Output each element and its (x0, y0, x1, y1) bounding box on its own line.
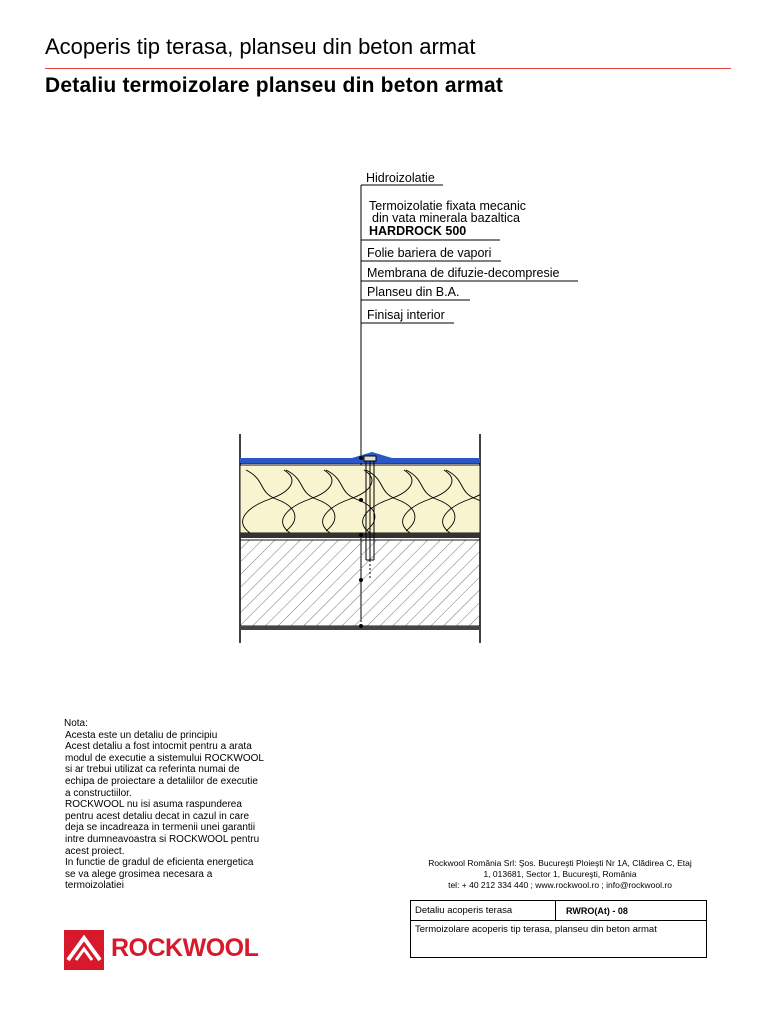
note-line: a constructiilor. (65, 787, 132, 799)
title-block-code: RWRO(At) - 08 (566, 906, 628, 916)
title-block (410, 900, 707, 958)
rockwool-logo-text: ROCKWOOL (111, 934, 259, 962)
note-line: ROCKWOOL nu isi asuma raspunderea (65, 799, 242, 811)
label-product-name: HARDROCK 500 (369, 224, 467, 238)
label-planseu: Planseu din B.A. (367, 285, 460, 299)
label-vata-minerala: din vata minerala bazaltica (372, 211, 520, 225)
note-line: Acesta este un detaliu de principiu (65, 729, 218, 741)
note-line: si ar trebui utilizat ca referinta numai de (65, 764, 240, 776)
note-line: Nota: (64, 718, 88, 729)
note-line: modul de executie a sistemului ROCKWOOL (65, 752, 264, 764)
note-block (64, 718, 304, 892)
company-contact: tel: + 40 212 334 440 ; www.rockwool.ro ; info@rockwool.ro (448, 880, 672, 890)
rockwool-logo (64, 930, 294, 972)
label-termoizolatie: Termoizolatie fixata mecanic (369, 199, 527, 213)
page-subtitle: Detaliu termoizolare planseu din beton armat (45, 74, 504, 97)
note-line: pentru acest detaliu decat in cazul in care (65, 810, 249, 822)
note-line: intre dumneavoastra si ROCKWOOL pentru (65, 833, 260, 845)
label-finisaj: Finisaj interior (367, 308, 445, 322)
label-membrana-difuzie: Membrana de difuzie-decompresie (367, 266, 560, 280)
note-line: Acest detaliu a fost intocmit pentru a arata (65, 741, 252, 753)
company-info (410, 858, 710, 891)
rockwool-logo-icon (64, 930, 104, 970)
title-block-description: Termoizolare acoperis tip terasa, planseu din beton armat (415, 924, 657, 935)
label-hidroizolatie: Hidroizolatie (366, 171, 435, 185)
note-line: acest proiect. (65, 845, 125, 857)
fastener (364, 456, 376, 578)
company-address-line2: 1, 013681, Sector 1, Bucureşti, România (483, 869, 637, 879)
note-line: se va alege grosimea necesara a (65, 868, 213, 880)
note-line: deja se incadreaza in termenii unei garantii (65, 822, 256, 834)
concrete-slab (240, 540, 480, 626)
page-title: Acoperis tip terasa, planseu din beton armat (45, 34, 476, 59)
note-line: termoizolatiei (65, 880, 124, 892)
note-line: In functie de gradul de eficienta energetica (65, 857, 254, 869)
note-line: echipa de proiectare a detaliilor de executie (65, 775, 258, 787)
company-address-line1: Rockwool România Srl: Şos. Bucureşti Ploieşti Nr 1A, Clădirea C, Etaj (428, 858, 692, 868)
title-block-category: Detaliu acoperis terasa (415, 905, 513, 916)
label-bariera-vapori: Folie bariera de vapori (367, 246, 492, 260)
